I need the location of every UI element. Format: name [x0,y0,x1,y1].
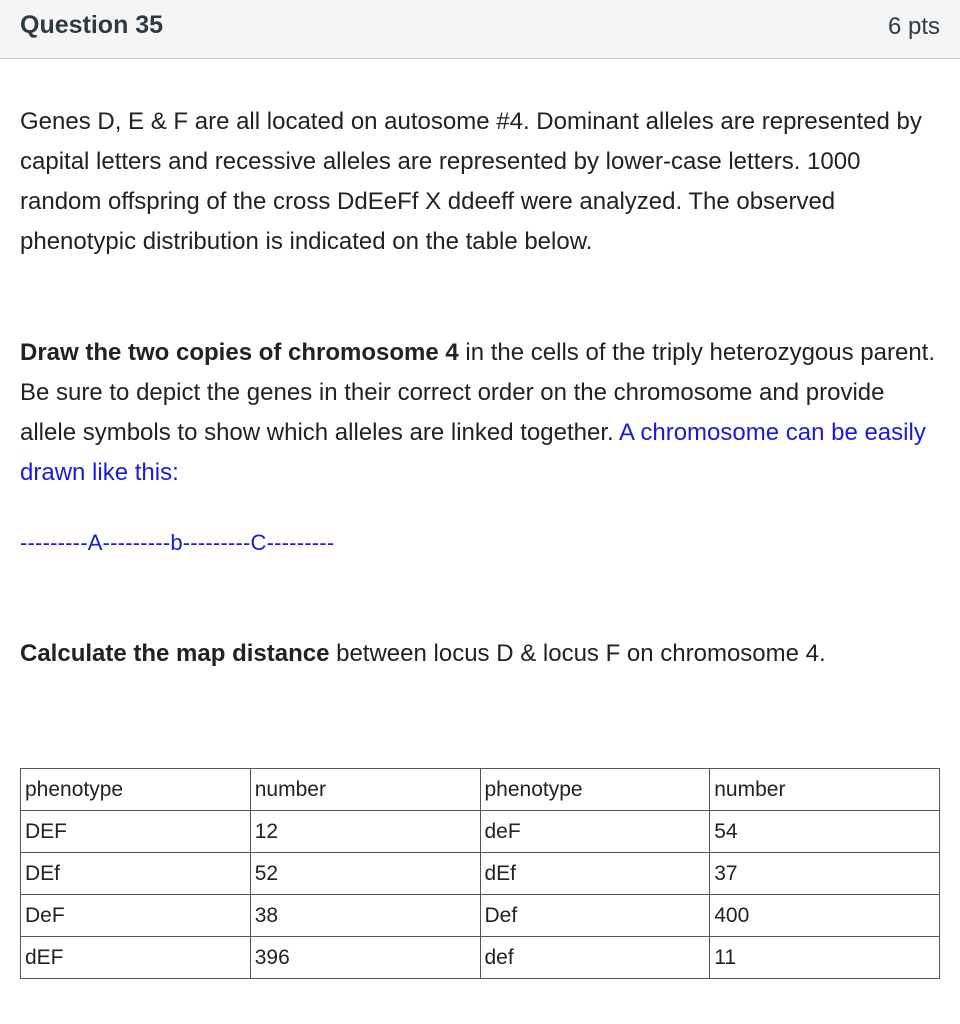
table-cell: 37 [710,853,940,895]
table-cell: 52 [250,853,480,895]
header-cell: number [710,769,940,811]
table-cell: DEf [21,853,251,895]
header-cell: phenotype [21,769,251,811]
draw-instruction-text: in the cells of the triply heterozygous parent. Be sure to depict the genes in their correct order on the chromosome and provide allele symbols to show which alleles are linked together. [20,339,936,446]
question-points: 6 pts [887,13,940,40]
table-cell: Def [480,895,710,937]
table-cell: 54 [710,811,940,853]
map-distance-text: between locus D & locus F on chromosome 4. [329,640,826,667]
chromosome-example: ---------A---------b---------C--------- [20,530,335,555]
table-cell: 38 [250,895,480,937]
table-cell: 11 [710,937,940,979]
table-row [21,811,940,853]
phenotype-table [20,768,940,979]
table-cell: DeF [21,895,251,937]
draw-instruction-paragraph [20,333,945,493]
map-distance-paragraph [20,634,945,674]
table-row [21,937,940,979]
intro-paragraph: Genes D, E & F are all located on autosome #4. Dominant alleles are represented by capital letters and recessive alleles are represented by lower-case letters. 1000 random offspring of the cross DdEeFf X ddeeff were analyzed. The observed phenotypic distribution is indicated on the table below. [20,108,922,255]
table-cell: def [480,937,710,979]
table-cell: DEF [21,811,251,853]
table-row [21,853,940,895]
table-cell: dEF [21,937,251,979]
question-header [0,0,960,59]
map-distance-bold: Calculate the map distance [20,640,330,667]
table-cell: 396 [250,937,480,979]
header-cell: phenotype [480,769,710,811]
question-body [20,102,945,674]
header-cell: number [250,769,480,811]
table-cell: 400 [710,895,940,937]
question-title: Question 35 [20,11,164,39]
draw-instruction-bold: Draw the two copies of chromosome 4 [20,339,459,366]
table-cell: 12 [250,811,480,853]
table-header-row [21,769,940,811]
table-row [21,895,940,937]
table-cell: deF [480,811,710,853]
table-cell: dEf [480,853,710,895]
draw-instruction-example-text: A chromosome can be easily drawn like this: [20,419,926,486]
